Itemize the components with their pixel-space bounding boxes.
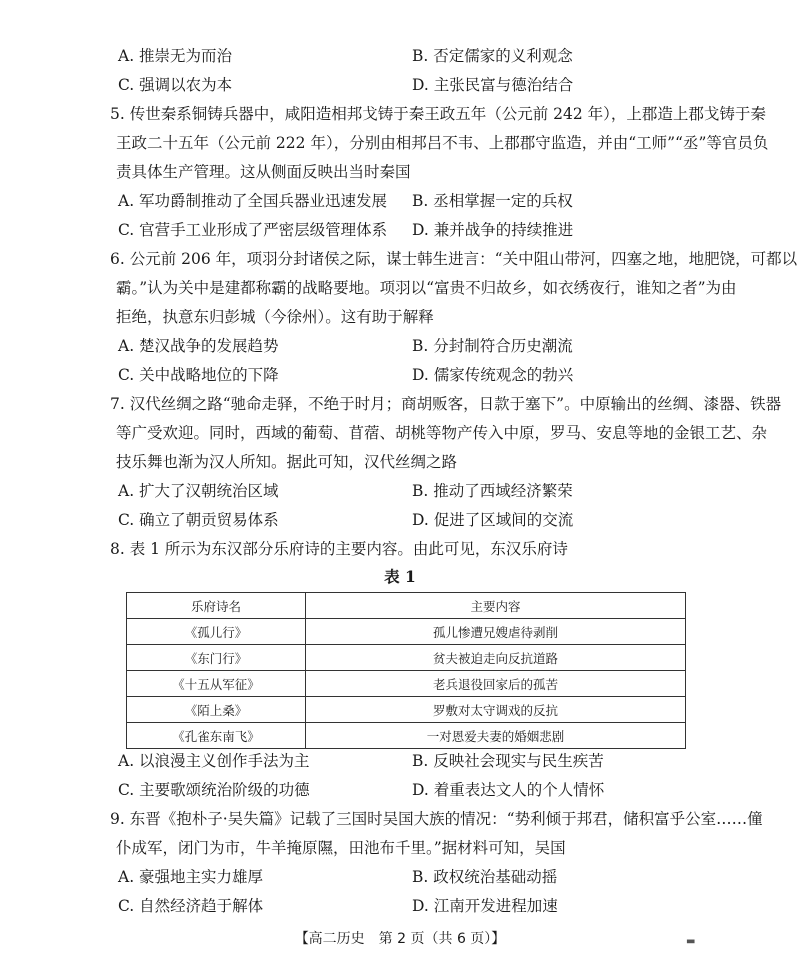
table-cell-content: 贫夫被迫走向反抗道路 bbox=[306, 645, 686, 671]
q7-stem-line-1: 7. 汉代丝绸之路“驰命走驿，不绝于时月；商胡贩客，日款于塞下”。中原输出的丝绸、漆器、铁器 bbox=[110, 395, 782, 413]
q9-option-c: C. 自然经济趋于解体 bbox=[118, 897, 264, 915]
q9-option-b: B. 政权统治基础动摇 bbox=[412, 868, 558, 886]
table-cell-content: 罗敷对太守调戏的反抗 bbox=[306, 697, 686, 723]
q7-option-d: D. 促进了区域间的交流 bbox=[412, 511, 574, 529]
page-footer: 【高二历史 第 2 页（共 6 页）】 bbox=[294, 931, 506, 947]
q4-option-d: D. 主张民富与德治结合 bbox=[412, 76, 574, 94]
q6-option-b: B. 分封制符合历史潮流 bbox=[412, 337, 573, 355]
table-cell-poem: 《陌上桑》 bbox=[127, 697, 306, 723]
q6-stem-line-1: 6. 公元前 206 年，项羽分封诸侯之际，谋士韩生进言：“关中阻山带河，四塞之地，地肥饶，可都以 bbox=[110, 250, 798, 268]
q9-option-a: A. 豪强地主实力雄厚 bbox=[118, 868, 264, 886]
table-cell-content: 孤儿惨遭兄嫂虐待剥削 bbox=[306, 619, 686, 645]
table-title: 表 1 bbox=[384, 567, 416, 586]
q5-stem-line-2: 王政二十五年（公元前 222 年），分别由相邦吕不韦、上郡郡守监造，并由“工师”“丞”等官员负 bbox=[116, 134, 769, 152]
q5-option-a: A. 军功爵制推动了全国兵器业迅速发展 bbox=[118, 192, 388, 210]
q6-option-a: A. 楚汉战争的发展趋势 bbox=[118, 337, 279, 355]
q7-option-a: A. 扩大了汉朝统治区域 bbox=[118, 482, 279, 500]
q8-option-a: A. 以浪漫主义创作手法为主 bbox=[118, 752, 310, 770]
q7-option-b: B. 推动了西域经济繁荣 bbox=[412, 482, 573, 500]
q4-option-c: C. 强调以农为本 bbox=[118, 76, 233, 94]
q5-stem-line-1: 5. 传世秦系铜铸兵器中，咸阳造相邦戈铸于秦王政五年（公元前 242 年），上郡造上郡戈铸于秦 bbox=[110, 105, 766, 123]
q9-stem-line-2: 仆成军，闭门为市，牛羊掩原隰，田池布千里。”据材料可知，吴国 bbox=[116, 839, 566, 857]
table-row bbox=[127, 697, 686, 723]
q8-option-c: C. 主要歌颂统治阶级的功德 bbox=[118, 781, 310, 799]
table-cell-poem: 《十五从军征》 bbox=[127, 671, 306, 697]
table-cell-poem: 《东门行》 bbox=[127, 645, 306, 671]
q7-option-c: C. 确立了朝贡贸易体系 bbox=[118, 511, 279, 529]
table-row bbox=[127, 671, 686, 697]
table-header-cell: 主要内容 bbox=[306, 593, 686, 619]
q9-stem-line-1: 9. 东晋《抱朴子·吴失篇》记载了三国时吴国大族的情况：“势利倾于邦君，储积富乎公室……僮 bbox=[110, 810, 763, 828]
q7-stem-line-2: 等广受欢迎。同时，西域的葡萄、苜蓿、胡桃等物产传入中原，罗马、安息等地的金银工艺、杂 bbox=[116, 424, 768, 442]
q8-option-b: B. 反映社会现实与民生疾苦 bbox=[412, 752, 604, 770]
q4-option-b: B. 否定儒家的义利观念 bbox=[412, 47, 573, 65]
table-cell-content: 老兵退役回家后的孤苦 bbox=[306, 671, 686, 697]
q4-option-a: A. 推崇无为而治 bbox=[118, 47, 233, 65]
table-row bbox=[127, 723, 686, 749]
q8-option-d: D. 着重表达文人的个人情怀 bbox=[412, 781, 605, 799]
table-row bbox=[127, 645, 686, 671]
q5-option-d: D. 兼并战争的持续推进 bbox=[412, 221, 574, 239]
q7-stem-line-3: 技乐舞也渐为汉人所知。据此可知，汉代丝绸之路 bbox=[116, 453, 458, 471]
table-header-cell: 乐府诗名 bbox=[127, 593, 306, 619]
yuefu-table bbox=[126, 592, 686, 749]
q5-option-b: B. 丞相掌握一定的兵权 bbox=[412, 192, 573, 210]
table-cell-content: 一对恩爱夫妻的婚姻悲剧 bbox=[306, 723, 686, 749]
q5-stem-line-3: 责具体生产管理。这从侧面反映出当时秦国 bbox=[116, 163, 411, 181]
q8-stem-line-1: 8. 表 1 所示为东汉部分乐府诗的主要内容。由此可见，东汉乐府诗 bbox=[110, 540, 568, 558]
table-row bbox=[127, 619, 686, 645]
scan-mark: ▬ bbox=[686, 936, 696, 947]
q6-stem-line-3: 拒绝，执意东归彭城（今徐州）。这有助于解释 bbox=[116, 308, 434, 326]
q6-option-c: C. 关中战略地位的下降 bbox=[118, 366, 279, 384]
table-cell-poem: 《孤儿行》 bbox=[127, 619, 306, 645]
q6-option-d: D. 儒家传统观念的勃兴 bbox=[412, 366, 574, 384]
q5-option-c: C. 官营手工业形成了严密层级管理体系 bbox=[118, 221, 388, 239]
table-cell-poem: 《孔雀东南飞》 bbox=[127, 723, 306, 749]
q6-stem-line-2: 霸。”认为关中是建都称霸的战略要地。项羽以“富贵不归故乡，如衣绣夜行，谁知之者”为由 bbox=[116, 279, 737, 297]
q9-option-d: D. 江南开发进程加速 bbox=[412, 897, 558, 915]
table-header-row bbox=[127, 593, 686, 619]
